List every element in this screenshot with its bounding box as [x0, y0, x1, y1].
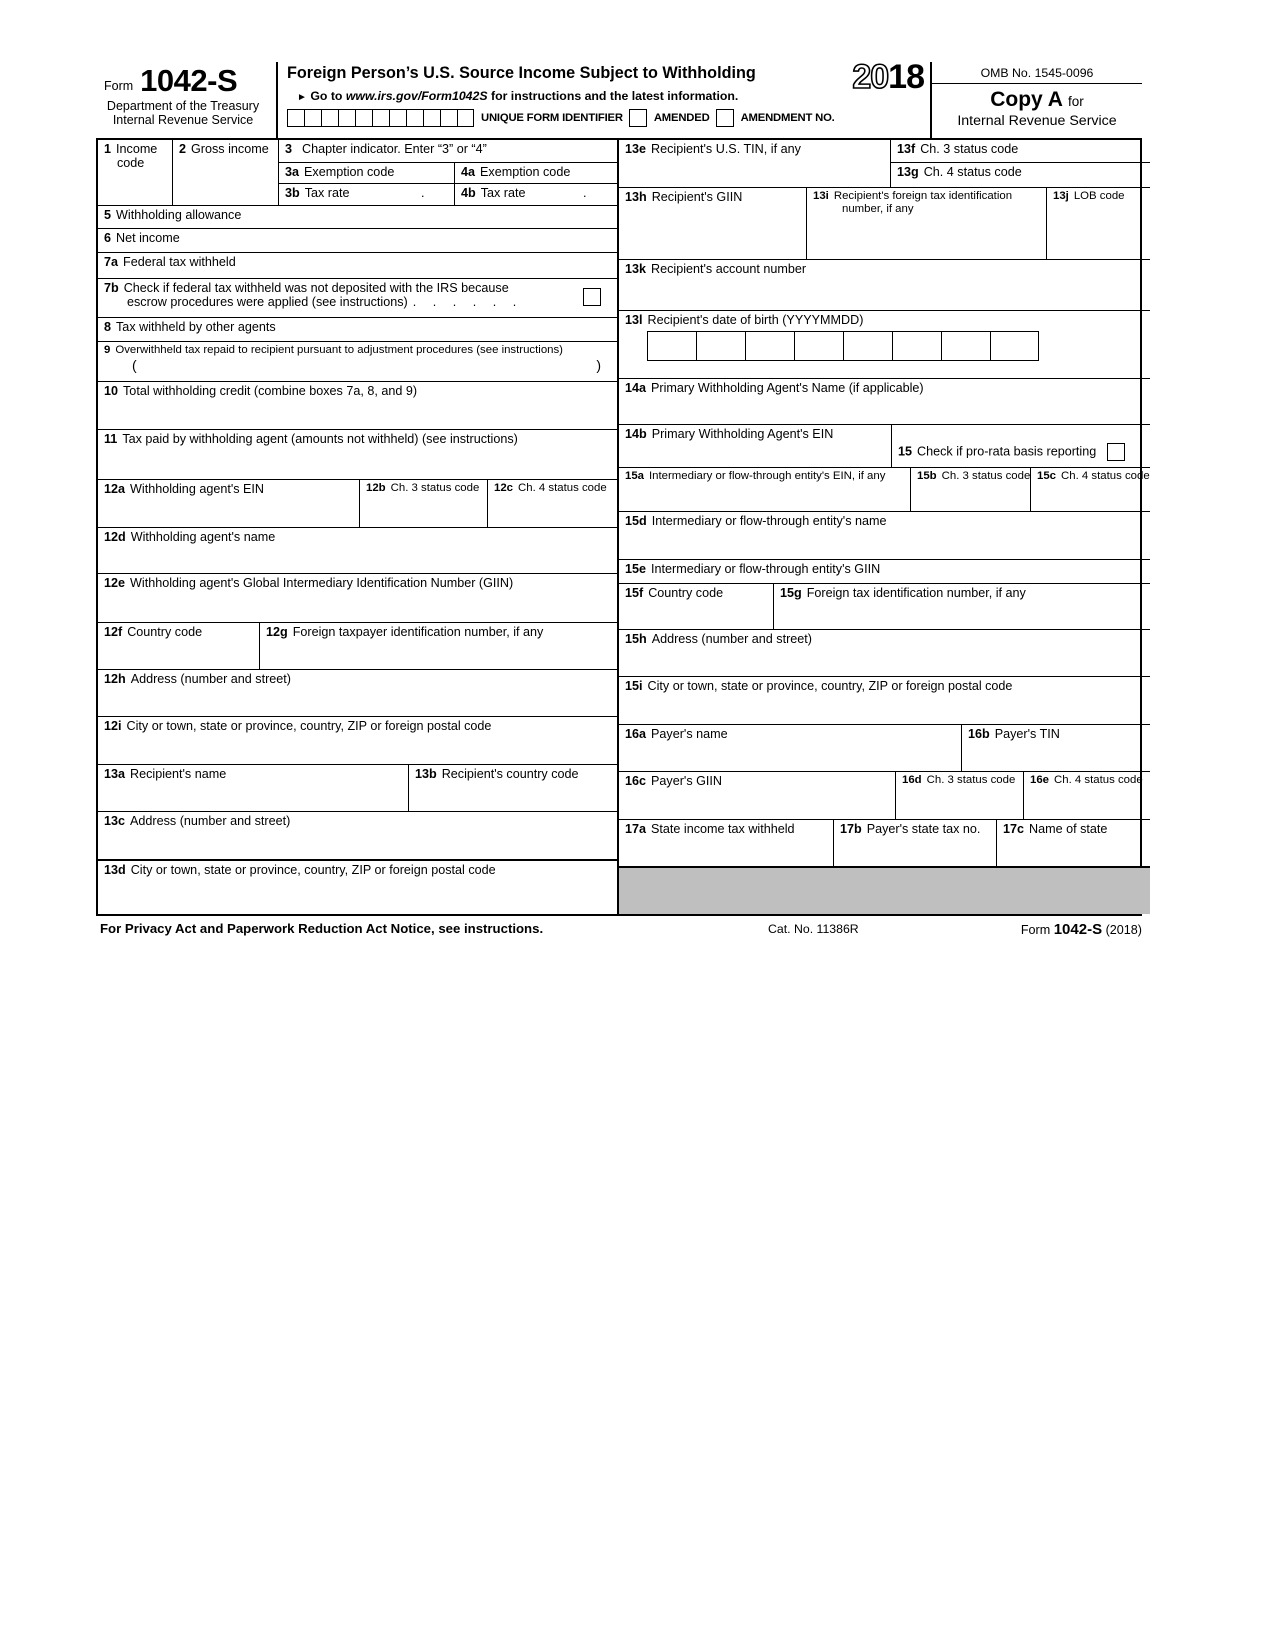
box-13d-number: 13d — [104, 863, 126, 877]
box-11-label: Tax paid by withholding agent (amounts not withheld) (see instructions) — [122, 432, 518, 446]
box-13g-number: 13g — [897, 165, 919, 179]
unique-form-identifier-row — [287, 103, 930, 127]
box-16a-label: Payer's name — [651, 727, 728, 741]
copy-a-text: Copy A — [990, 88, 1063, 111]
left-column — [98, 140, 617, 914]
box-5-withholding-allowance[interactable] — [98, 205, 617, 228]
form-number-title: 1042-S — [140, 63, 238, 98]
box-9-label: Overwithheld tax repaid to recipient pursuant to adjustment procedures (see instructions) — [115, 344, 563, 356]
box-17c-name-of-state[interactable] — [997, 820, 1150, 866]
box-2-gross-income[interactable] — [173, 140, 279, 205]
box-13h-label: Recipient's GIIN — [651, 190, 743, 204]
box-12f-label: Country code — [127, 625, 203, 639]
box-5-label: Withholding allowance — [116, 208, 242, 222]
box-8-tax-withheld-other-agents[interactable] — [98, 317, 617, 341]
goto-instructions-line — [287, 82, 930, 103]
box-12a-number: 12a — [104, 482, 126, 496]
box-4b-label: Tax rate — [480, 186, 526, 200]
box-15f-label: Country code — [648, 586, 724, 600]
box-12h-number: 12h — [104, 672, 126, 686]
box-15e-intermediary-giin[interactable] — [619, 559, 1150, 583]
form-container — [96, 58, 1150, 943]
box-13k-recipient-account-number[interactable] — [619, 259, 1150, 310]
dob-char-box[interactable] — [696, 331, 745, 361]
box-3b-number: 3b — [285, 186, 300, 200]
ufi-char-box[interactable] — [355, 109, 372, 127]
box-14b-label: Primary Withholding Agent's EIN — [651, 427, 834, 441]
amendment-no-checkbox[interactable] — [716, 109, 734, 127]
ufi-char-box[interactable] — [287, 109, 304, 127]
box-1-income-code[interactable] — [98, 140, 173, 205]
box-10-total-withholding-credit[interactable] — [98, 381, 617, 429]
copy-target: Internal Revenue Service — [957, 113, 1117, 129]
header-form-identity — [96, 62, 278, 138]
box-14a-primary-agent-name[interactable] — [619, 378, 1150, 424]
box-15d-intermediary-name[interactable] — [619, 511, 1150, 559]
box-7b-label-line2: escrow procedures were applied (see instructions) — [127, 295, 408, 309]
ufi-char-box[interactable] — [440, 109, 457, 127]
box-15i-city[interactable] — [619, 676, 1150, 724]
box-12a-label: Withholding agent's EIN — [130, 482, 265, 496]
box-13l-recipient-dob[interactable] — [619, 310, 1150, 378]
box-3b-label: Tax rate — [304, 186, 350, 200]
box-15f-country-code[interactable] — [619, 584, 774, 629]
box-12a-withholding-agent-ein[interactable] — [98, 480, 360, 527]
box-15-checkbox[interactable] — [1107, 443, 1125, 461]
box-4b-tax-rate[interactable] — [455, 184, 617, 205]
box-3a-exemption-code[interactable] — [279, 163, 455, 183]
box-3a-label: Exemption code — [304, 165, 395, 179]
box-13l-number: 13l — [625, 313, 643, 327]
box-4a-label: Exemption code — [480, 165, 571, 179]
dob-char-box[interactable] — [941, 331, 990, 361]
box-17b-label: Payer's state tax no. — [866, 822, 981, 836]
box-15d-label: Intermediary or flow-through entity's name — [651, 514, 887, 528]
box-13i-number: 13i — [813, 190, 829, 202]
right-triangle-icon: ► — [297, 92, 307, 103]
box-12g-number: 12g — [266, 625, 288, 639]
box-1-label: Income — [116, 142, 158, 156]
form-title: Foreign Person’s U.S. Source Income Subject to Withholding — [287, 64, 756, 82]
ufi-char-box[interactable] — [304, 109, 321, 127]
box-16e-label: Ch. 4 status code — [1054, 774, 1143, 786]
box-16e-number: 16e — [1030, 774, 1050, 786]
copy-for-text: for — [1068, 94, 1084, 109]
box-15-pro-rata-check[interactable] — [892, 425, 1150, 467]
goto-url: www.irs.gov/Form1042S — [345, 89, 488, 103]
box-15b-ch3-status-code[interactable] — [911, 468, 1031, 511]
footer-form-number: 1042-S — [1053, 921, 1103, 938]
form-header — [96, 58, 1142, 138]
box-12b-number: 12b — [366, 482, 386, 494]
box-9-open-paren: ( — [132, 357, 137, 373]
ufi-char-box[interactable] — [423, 109, 440, 127]
box-9-number: 9 — [104, 344, 111, 356]
box-13b-label: Recipient's country code — [441, 767, 579, 781]
box-6-label: Net income — [116, 231, 180, 245]
amendment-no-label: AMENDMENT NO. — [740, 112, 835, 124]
box-7b-checkbox[interactable] — [583, 288, 601, 306]
dob-char-box[interactable] — [990, 331, 1039, 361]
box-16a-number: 16a — [625, 727, 647, 741]
box-15a-number: 15a — [625, 470, 645, 482]
box-9-close-paren: ) — [596, 357, 601, 373]
box-17a-number: 17a — [625, 822, 647, 836]
dob-input[interactable] — [625, 327, 1150, 361]
form-footer — [96, 921, 1142, 943]
box-2-label: Gross income — [191, 142, 269, 156]
dob-char-box[interactable] — [745, 331, 794, 361]
box-8-label: Tax withheld by other agents — [116, 320, 276, 334]
privacy-act-notice: For Privacy Act and Paperwork Reduction Act Notice, see instructions. — [100, 921, 544, 936]
box-13c-number: 13c — [104, 814, 126, 828]
box-13b-recipient-country-code[interactable] — [409, 765, 617, 811]
box-15f-number: 15f — [625, 586, 644, 600]
box-15h-address[interactable] — [619, 629, 1150, 676]
header-title-block — [278, 58, 930, 138]
box-15i-label: City or town, state or province, country, ZIP or foreign postal code — [647, 679, 1013, 693]
box-6-net-income[interactable] — [98, 228, 617, 252]
box-10-number: 10 — [104, 384, 119, 398]
box-15a-intermediary-ein[interactable] — [619, 468, 911, 511]
box-3-number: 3 — [285, 142, 293, 156]
box-15b-label: Ch. 3 status code — [941, 470, 1031, 482]
box-15g-label: Foreign tax identification number, if any — [806, 586, 1026, 600]
box-13h-recipient-giin[interactable] — [619, 188, 807, 259]
box-16c-number: 16c — [625, 774, 647, 788]
box-3b-tax-rate[interactable] — [279, 184, 455, 205]
box-12e-withholding-agent-giin[interactable] — [98, 573, 617, 622]
box-12g-foreign-tin[interactable] — [260, 623, 617, 669]
box-13i-label-line1: Recipient's foreign tax identification — [833, 190, 1013, 202]
box-15d-number: 15d — [625, 514, 647, 528]
box-15g-number: 15g — [780, 586, 802, 600]
box-13f-label: Ch. 3 status code — [920, 142, 1019, 156]
box-12d-label: Withholding agent's name — [130, 530, 276, 544]
box-4a-exemption-code[interactable] — [455, 163, 617, 183]
dob-char-box[interactable] — [794, 331, 843, 361]
box-3a-number: 3a — [285, 165, 300, 179]
box-13k-number: 13k — [625, 262, 647, 276]
ufi-char-box[interactable] — [338, 109, 355, 127]
box-13j-number: 13j — [1053, 190, 1069, 202]
box-16e-ch4-status-code[interactable] — [1024, 772, 1150, 819]
department-line-1: Department of the Treasury — [106, 99, 260, 113]
unique-form-identifier-label: UNIQUE FORM IDENTIFIER — [481, 112, 623, 124]
footer-form-identity — [1021, 921, 1142, 938]
box-12h-label: Address (number and street) — [130, 672, 291, 686]
box-13a-number: 13a — [104, 767, 126, 781]
unique-form-identifier-input[interactable] — [287, 109, 474, 127]
box-12c-label: Ch. 4 status code — [518, 482, 607, 494]
box-4b-number: 4b — [461, 186, 476, 200]
box-13k-label: Recipient's account number — [651, 262, 807, 276]
box-13e-number: 13e — [625, 142, 647, 156]
dob-char-box[interactable] — [892, 331, 941, 361]
box-16c-label: Payer's GIIN — [651, 774, 723, 788]
tax-year-century: 20 — [852, 58, 889, 96]
box-13c-label: Address (number and street) — [130, 814, 291, 828]
box-13e-label: Recipient's U.S. TIN, if any — [651, 142, 801, 156]
box-11-tax-paid-by-agent[interactable] — [98, 429, 617, 479]
box-16a-payer-name[interactable] — [619, 725, 962, 771]
box-13f-ch3-status-code[interactable] — [891, 140, 1150, 163]
box-7b-label-line1: Check if federal tax withheld was not deposited with the IRS because — [123, 281, 509, 295]
box-11-number: 11 — [104, 432, 118, 446]
box-16b-number: 16b — [968, 727, 990, 741]
box-15e-label: Intermediary or flow-through entity's GIIN — [651, 562, 881, 576]
box-15i-number: 15i — [625, 679, 643, 693]
box-12f-number: 12f — [104, 625, 123, 639]
goto-suffix: for instructions and the latest information. — [490, 89, 739, 103]
box-15h-number: 15h — [625, 632, 647, 646]
box-8-number: 8 — [104, 320, 112, 334]
box-13e-recipient-us-tin[interactable] — [619, 140, 891, 187]
box-16d-number: 16d — [902, 774, 922, 786]
box-7b-escrow-check[interactable] — [98, 278, 617, 317]
box-14b-primary-agent-ein[interactable] — [619, 425, 892, 467]
box-13i-recipient-foreign-tin[interactable] — [807, 188, 1047, 259]
box-12b-ch3-status-code[interactable] — [360, 480, 488, 527]
box-13d-label: City or town, state or province, country, ZIP or foreign postal code — [130, 863, 496, 877]
box-17a-state-income-tax-withheld[interactable] — [619, 820, 834, 866]
box-4a-number: 4a — [461, 165, 476, 179]
box-4b-decimal: . — [583, 186, 587, 200]
box-7a-number: 7a — [104, 255, 119, 269]
box-16c-payer-giin[interactable] — [619, 772, 896, 819]
box-15c-ch4-status-code[interactable] — [1031, 468, 1150, 511]
box-7a-federal-tax-withheld[interactable] — [98, 252, 617, 278]
box-13j-label: LOB code — [1073, 190, 1125, 202]
box-12i-label: City or town, state or province, country, ZIP or foreign postal code — [126, 719, 492, 733]
box-10-label: Total withholding credit (combine boxes 7a, 8, and 9) — [123, 384, 418, 398]
box-15c-label: Ch. 4 status code — [1061, 470, 1150, 482]
box-13a-recipient-name[interactable] — [98, 765, 409, 811]
header-copy-block — [930, 62, 1142, 138]
box-17a-label: State income tax withheld — [651, 822, 795, 836]
box-17b-payer-state-tax-no[interactable] — [834, 820, 997, 866]
box-17c-number: 17c — [1003, 822, 1025, 836]
goto-prefix: Go to — [310, 89, 343, 103]
box-1-number: 1 — [104, 142, 112, 156]
box-9-overwithheld-tax-repaid[interactable] — [98, 341, 617, 381]
box-12e-number: 12e — [104, 576, 126, 590]
box-15h-label: Address (number and street) — [651, 632, 812, 646]
box-12f-country-code[interactable] — [98, 623, 260, 669]
box-16b-payer-tin[interactable] — [962, 725, 1150, 771]
box-15-number: 15 — [898, 444, 913, 459]
box-13i-label-line2: number, if any — [842, 203, 914, 215]
box-13j-lob-code[interactable] — [1047, 188, 1150, 259]
box-1-label-line2: code — [117, 156, 145, 170]
ufi-char-box[interactable] — [406, 109, 423, 127]
box-12i-city[interactable] — [98, 716, 617, 764]
tax-year-short: 18 — [888, 58, 924, 96]
box-12b-label: Ch. 3 status code — [390, 482, 480, 494]
box-14a-number: 14a — [625, 381, 647, 395]
box-15e-number: 15e — [625, 562, 647, 576]
amended-label: AMENDED — [653, 112, 710, 124]
box-6-number: 6 — [104, 231, 112, 245]
ufi-char-box[interactable] — [372, 109, 389, 127]
shaded-reserved-area — [619, 866, 1150, 914]
form-body — [96, 138, 1150, 916]
box-7a-label: Federal tax withheld — [123, 255, 236, 269]
box-7b-number: 7b — [104, 281, 119, 295]
box-13g-label: Ch. 4 status code — [923, 165, 1022, 179]
box-16d-label: Ch. 3 status code — [926, 774, 1016, 786]
tax-year — [852, 60, 924, 94]
box-14a-label: Primary Withholding Agent's Name (if applicable) — [651, 381, 924, 395]
box-17c-label: Name of state — [1029, 822, 1108, 836]
box-12d-number: 12d — [104, 530, 126, 544]
box-16d-ch3-status-code[interactable] — [896, 772, 1024, 819]
ufi-char-box[interactable] — [321, 109, 338, 127]
box-15a-label: Intermediary or flow-through entity's EIN, if any — [649, 470, 886, 482]
box-16b-label: Payer's TIN — [994, 727, 1060, 741]
dob-char-box[interactable] — [843, 331, 892, 361]
box-3-chapter-indicator[interactable] — [279, 140, 617, 163]
box-13g-ch4-status-code[interactable] — [891, 163, 1150, 186]
box-14b-number: 14b — [625, 427, 647, 441]
box-3b-decimal: . — [421, 186, 425, 200]
right-column — [617, 140, 1150, 914]
box-2-number: 2 — [179, 142, 187, 156]
box-12e-label: Withholding agent's Global Intermediary Identification Number (GIIN) — [130, 576, 514, 590]
box-3-label: Chapter indicator. Enter “3” or “4” — [302, 142, 487, 156]
box-13b-number: 13b — [415, 767, 437, 781]
footer-form-year: (2018) — [1105, 923, 1142, 937]
box-13c-address[interactable] — [98, 811, 617, 859]
box-13a-label: Recipient's name — [130, 767, 227, 781]
box-12c-ch4-status-code[interactable] — [488, 480, 617, 527]
box-13f-number: 13f — [897, 142, 916, 156]
box-12h-address[interactable] — [98, 669, 617, 716]
catalog-number: Cat. No. 11386R — [768, 922, 859, 936]
box-15g-foreign-tin[interactable] — [774, 584, 1150, 629]
omb-number: OMB No. 1545-0096 — [932, 62, 1142, 84]
ufi-char-box[interactable] — [389, 109, 406, 127]
box-12d-withholding-agent-name[interactable] — [98, 527, 617, 573]
box-12i-number: 12i — [104, 719, 122, 733]
box-12c-number: 12c — [494, 482, 514, 494]
box-15-label: Check if pro-rata basis reporting — [917, 444, 1097, 459]
box-13d-city[interactable] — [98, 859, 617, 907]
footer-form-word: Form — [1020, 923, 1051, 937]
box-15c-number: 15c — [1037, 470, 1057, 482]
amended-checkbox[interactable] — [629, 109, 647, 127]
box-17b-number: 17b — [840, 822, 862, 836]
box-13l-label: Recipient's date of birth (YYYYMMDD) — [647, 313, 864, 327]
box-7b-leader-dots: . . . . . . — [412, 295, 523, 309]
department-line-2: Internal Revenue Service — [112, 113, 254, 127]
ufi-char-box[interactable] — [457, 109, 474, 127]
box-15b-number: 15b — [917, 470, 937, 482]
copy-label — [932, 84, 1142, 113]
box-12g-label: Foreign taxpayer identification number, if any — [292, 625, 544, 639]
form-word-label: Form — [104, 79, 134, 93]
box-5-number: 5 — [104, 208, 112, 222]
dob-char-box[interactable] — [647, 331, 696, 361]
box-13h-number: 13h — [625, 190, 647, 204]
